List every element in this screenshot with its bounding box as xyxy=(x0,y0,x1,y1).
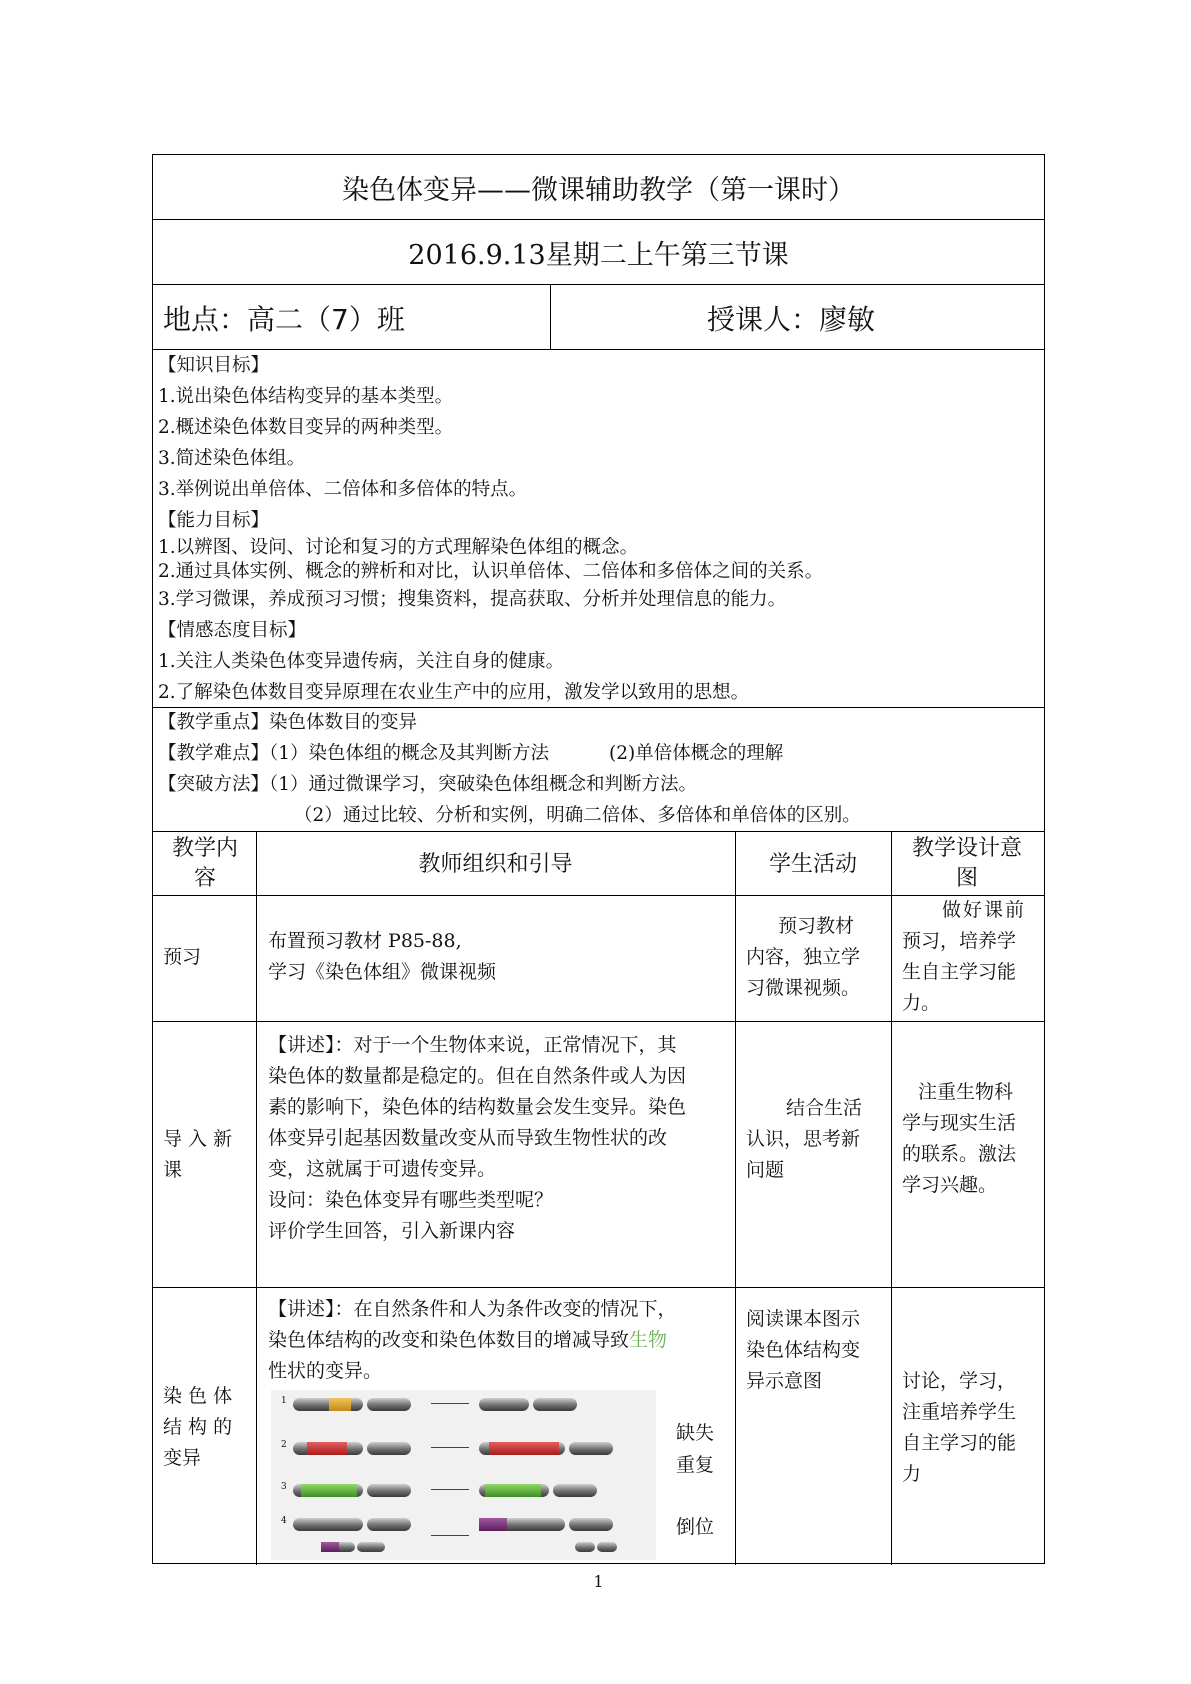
row2-teacher-line: 评价学生回答，引入新课内容 xyxy=(268,1220,516,1242)
chromosome xyxy=(367,1484,411,1497)
row2-student-line: 结合生活 xyxy=(786,1097,863,1119)
difficulty-text-2: (2)单倍体概念的理解 xyxy=(609,743,784,764)
lesson-date: 2016.9.13星期二上午第三节课 xyxy=(408,240,789,271)
row3-content xyxy=(163,1381,232,1474)
row2-content-line: 课 xyxy=(163,1159,183,1181)
row2-teacher-line: 体变异引起基因数量改变从而导致生物性状的改 xyxy=(268,1127,668,1149)
row3-teacher-line: 【讲述】：在自然条件和人为条件改变的情况下， xyxy=(268,1298,677,1320)
row3-intent-line: 注重培养学生 xyxy=(902,1401,1017,1423)
arrow-icon xyxy=(431,1403,469,1404)
chromosome-variation-figure xyxy=(271,1390,656,1560)
row1-student-line: 习微课视频。 xyxy=(746,977,861,999)
row2-teacher-line: 染色体的数量都是稳定的。但在自然条件或人为因 xyxy=(268,1065,687,1087)
difficulty-label: 【教学难点】 xyxy=(158,743,270,764)
chromosome xyxy=(293,1398,363,1411)
row2-teacher xyxy=(268,1030,686,1247)
row2-student-line: 认识，思考新 xyxy=(746,1128,861,1150)
col-header-student: 学生活动 xyxy=(768,852,857,877)
row2-teacher-line: 变，这就属于可遗传变异。 xyxy=(268,1158,497,1180)
knowledge-objectives-title: 【知识目标】 xyxy=(158,355,270,376)
row1-intent xyxy=(902,895,1026,1019)
row1-intent-line: 做好课前 xyxy=(942,899,1027,921)
col-header-intent xyxy=(891,834,1043,894)
arrow-icon xyxy=(431,1489,469,1490)
row3-intent-line: 力 xyxy=(902,1463,922,1485)
chromosome xyxy=(533,1398,577,1411)
row2-intent-line: 学习兴趣。 xyxy=(902,1174,998,1196)
row3-teacher-link-text: 生物 xyxy=(629,1329,668,1351)
ability-objective: 3.学习微课，养成预习习惯；搜集资料，提高获取、分析并处理信息的能力。 xyxy=(158,589,787,610)
row3-teacher-line: 染色体结构的改变和染色体数目的增减导致 xyxy=(268,1329,630,1351)
chromosome xyxy=(479,1484,549,1497)
difficulty-text: （1）染色体组的概念及其判断方法 xyxy=(269,743,550,764)
row3-student-line: 染色体结构变 xyxy=(746,1339,861,1361)
chromosome xyxy=(575,1542,595,1552)
chromosome xyxy=(479,1398,529,1411)
knowledge-objective: 3.举例说出单倍体、二倍体和多倍体的特点。 xyxy=(158,479,528,500)
row2-student-line: 问题 xyxy=(746,1159,785,1181)
row2-teacher-line: 素的影响下，染色体的结构数量会发生变异。染色 xyxy=(268,1096,687,1118)
figure-number: 3 xyxy=(281,1482,287,1492)
row3-teacher-line: 性状的变异。 xyxy=(268,1360,383,1382)
row3-content-line: 染 色 体 xyxy=(163,1385,233,1407)
figure-label-inversion: 倒位 xyxy=(676,1516,715,1538)
arrow-icon xyxy=(431,1447,469,1448)
row3-intent-line: 自主学习的能 xyxy=(902,1432,1017,1454)
col-header-content xyxy=(154,834,256,894)
page-number: 1 xyxy=(593,1572,604,1591)
row2-content xyxy=(163,1124,232,1186)
figure-number: 2 xyxy=(281,1440,287,1450)
row1-student-line: 预习教材 xyxy=(778,915,855,937)
chromosome xyxy=(597,1542,617,1552)
knowledge-objective: 1.说出染色体结构变异的基本类型。 xyxy=(158,386,454,407)
lesson-location: 地点：高二（7）班 xyxy=(163,303,405,336)
row1-intent-line: 生自主学习能 xyxy=(902,961,1017,983)
row2-teacher-line: 设问：染色体变异有哪些类型呢？ xyxy=(268,1189,554,1211)
figure-label-duplication: 重复 xyxy=(676,1454,715,1476)
focus-text: 染色体数目的变异 xyxy=(269,712,418,733)
method-text-2: （2）通过比较、分析和实例，明确二倍体、多倍体和单倍体的区别。 xyxy=(294,805,861,826)
row1-student xyxy=(746,911,860,1004)
row1-teacher xyxy=(268,926,496,988)
col-header-teacher: 教师组织和引导 xyxy=(418,852,573,877)
ability-objective: 2.通过具体实例、概念的辨析和对比，认识单倍体、二倍体和多倍体之间的关系。 xyxy=(158,561,824,582)
chromosome xyxy=(367,1442,411,1455)
figure-number: 4 xyxy=(281,1516,287,1526)
row1-content: 预习 xyxy=(163,946,202,968)
knowledge-objective: 3.简述染色体组。 xyxy=(158,448,306,469)
chromosome xyxy=(367,1518,411,1531)
row1-student-line: 内容，独立学 xyxy=(746,946,861,968)
row3-student xyxy=(746,1304,860,1397)
lesson-teacher: 授课人：廖敏 xyxy=(707,303,876,336)
chromosome xyxy=(357,1542,385,1552)
arrow-icon xyxy=(431,1535,469,1536)
chromosome xyxy=(293,1484,363,1497)
row3-intent xyxy=(902,1366,1016,1490)
row2-intent xyxy=(902,1077,1016,1201)
col-header-content-line: 教学内 xyxy=(171,836,238,861)
row1-intent-line: 力。 xyxy=(902,992,941,1014)
objectives-section xyxy=(158,350,823,708)
row1-teacher-line: 布置预习教材 P85-88, xyxy=(268,930,462,952)
chromosome xyxy=(569,1442,613,1455)
row3-content-line: 结 构 的 xyxy=(163,1416,233,1438)
col-header-content-line: 容 xyxy=(193,866,216,891)
chromosome xyxy=(321,1542,355,1552)
emotion-objectives-title: 【情感态度目标】 xyxy=(158,620,307,641)
row2-intent-line: 注重生物科 xyxy=(918,1081,1014,1103)
focus-label: 【教学重点】 xyxy=(158,712,270,733)
row2-teacher-line: 【讲述】：对于一个生物体来说，正常情况下，其 xyxy=(268,1034,677,1056)
row1-intent-line: 预习，培养学 xyxy=(902,930,1017,952)
row3-student-line: 阅读课本图示 xyxy=(746,1308,861,1330)
emotion-objective: 1.关注人类染色体变异遗传病，关注自身的健康。 xyxy=(158,651,565,672)
row2-intent-line: 学与现实生活 xyxy=(902,1112,1017,1134)
chromosome xyxy=(367,1398,411,1411)
ability-objectives-title: 【能力目标】 xyxy=(158,510,270,531)
row3-teacher xyxy=(268,1294,677,1387)
chromosome xyxy=(293,1442,363,1455)
row2-student xyxy=(746,1093,862,1186)
chromosome xyxy=(293,1518,363,1531)
chromosome xyxy=(553,1484,597,1497)
col-header-intent-line: 图 xyxy=(955,866,978,891)
chromosome xyxy=(479,1518,565,1531)
chromosome xyxy=(479,1442,565,1455)
lesson-title: 染色体变异——微课辅助教学（第一课时） xyxy=(342,175,855,206)
col-header-intent-line: 教学设计意 xyxy=(911,836,1022,861)
method-text: （1）通过微课学习，突破染色体组概念和判断方法。 xyxy=(269,774,698,795)
keypoints-section xyxy=(158,707,861,831)
knowledge-objective: 2.概述染色体数目变异的两种类型。 xyxy=(158,417,454,438)
row2-content-line: 导 入 新 xyxy=(163,1128,233,1150)
row1-teacher-line: 学习《染色体组》微课视频 xyxy=(268,961,497,983)
emotion-objective: 2.了解染色体数目变异原理在农业生产中的应用，激发学以致用的思想。 xyxy=(158,682,750,703)
chromosome xyxy=(569,1518,613,1531)
figure-number: 1 xyxy=(281,1396,287,1406)
row2-intent-line: 的联系。激法 xyxy=(902,1143,1017,1165)
ability-objective: 1.以辨图、设问、讨论和复习的方式理解染色体组的概念。 xyxy=(158,537,639,558)
row3-content-line: 变异 xyxy=(163,1447,202,1469)
row3-student-line: 异示意图 xyxy=(746,1370,823,1392)
method-label: 【突破方法】 xyxy=(158,774,270,795)
figure-label-deletion: 缺失 xyxy=(676,1422,715,1444)
row3-intent-line: 讨论，学习， xyxy=(902,1370,1017,1392)
